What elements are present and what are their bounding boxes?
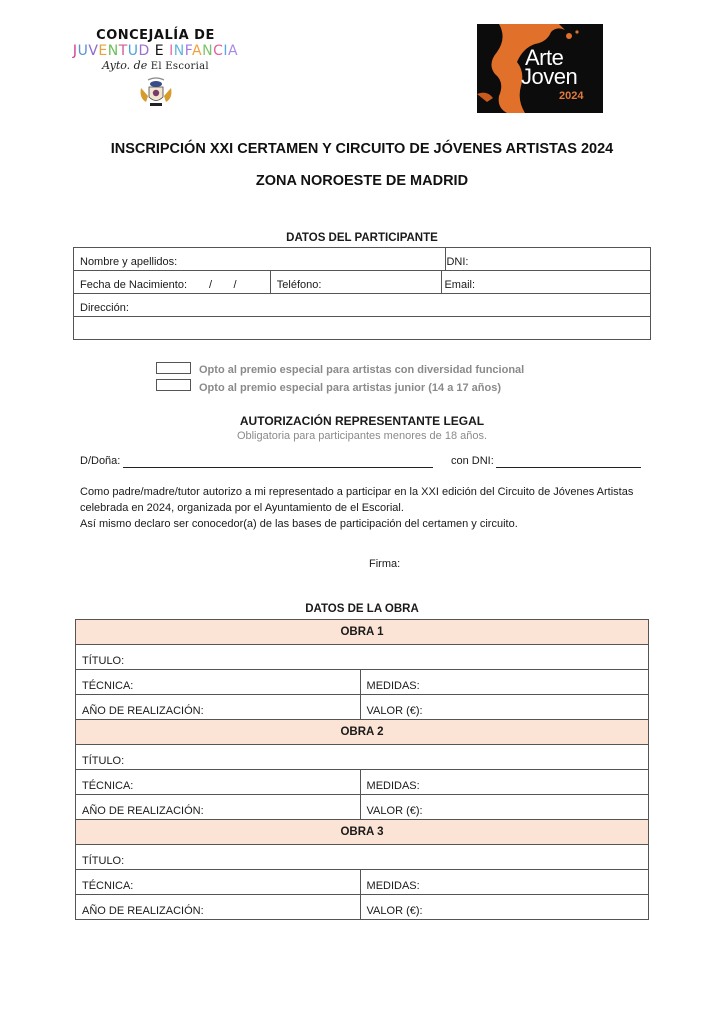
logo-line-juventud-infancia <box>68 43 243 59</box>
guardian-name-label: D/Doña: <box>80 455 121 467</box>
junior-prize-checkbox[interactable] <box>156 379 191 391</box>
work-2-title-label: TÍTULO: <box>82 755 125 767</box>
work-1-technique-field[interactable] <box>76 670 361 695</box>
work-2-value-label: VALOR (€): <box>366 805 423 817</box>
authorization-text-1: Como padre/madre/tutor autorizo a mi representado a participar en la XXI edición del Circuito de Jóvenes Artistas <box>80 486 634 498</box>
work-3-header: OBRA 3 <box>76 820 649 845</box>
birthdate-field[interactable] <box>74 271 271 294</box>
signature-label: Firma: <box>369 558 401 570</box>
work-1-size-label: MEDIDAS: <box>366 680 420 692</box>
name-label: Nombre y apellidos: <box>80 256 178 268</box>
phone-field[interactable] <box>270 271 442 294</box>
work-1-header: OBRA 1 <box>76 620 649 645</box>
logo-letter: N <box>173 43 185 59</box>
logo-letter: E <box>98 43 108 59</box>
work-3-size-field[interactable] <box>360 870 648 895</box>
work-2-year-label: AÑO DE REALIZACIÓN: <box>82 805 204 817</box>
page-subtitle: ZONA NOROESTE DE MADRID <box>255 173 469 189</box>
work-3-title-label: TÍTULO: <box>82 855 125 867</box>
work-2-year-field[interactable] <box>76 795 361 820</box>
work-3-title-field[interactable] <box>76 845 649 870</box>
logo-joven: Joven <box>521 64 578 89</box>
phone-label: Teléfono: <box>276 279 322 291</box>
address-label: Dirección: <box>80 302 129 314</box>
email-field[interactable] <box>442 271 651 294</box>
dni-field[interactable] <box>446 248 651 271</box>
logo-letter: F <box>184 43 192 59</box>
page-title: INSCRIPCIÓN XXI CERTAMEN Y CIRCUITO DE JÓVENES ARTISTAS 2024 <box>110 141 614 157</box>
concejalia-logo <box>68 28 243 114</box>
logo-letter: A <box>192 43 203 59</box>
work-3-technique-label: TÉCNICA: <box>82 880 134 892</box>
participant-heading: DATOS DEL PARTICIPANTE <box>286 232 438 244</box>
authorization-paragraph <box>80 484 660 532</box>
arte-joven-logo <box>477 24 603 113</box>
address-field[interactable] <box>74 294 651 317</box>
logo-el-escorial: El Escorial <box>150 61 209 72</box>
logo-year: 2024 <box>559 90 584 102</box>
work-3-technique-field[interactable] <box>76 870 361 895</box>
diversity-prize-checkbox[interactable] <box>156 362 191 374</box>
work-2-size-field[interactable] <box>360 770 648 795</box>
logo-letter: C <box>213 43 224 59</box>
logo-letter: T <box>118 43 128 59</box>
work-2-header: OBRA 2 <box>76 720 649 745</box>
work-2-title-field[interactable] <box>76 745 649 770</box>
junior-prize-label: Opto al premio especial para artistas junior (14 a 17 años) <box>199 382 501 394</box>
work-1-size-field[interactable] <box>360 670 648 695</box>
work-3-year-field[interactable] <box>76 895 361 920</box>
work-2-size-label: MEDIDAS: <box>366 780 420 792</box>
work-1-title-field[interactable] <box>76 645 649 670</box>
guardian-dni-line[interactable] <box>496 467 641 468</box>
guardian-dni-label: con DNI: <box>451 455 494 467</box>
work-1-value-field[interactable] <box>360 695 648 720</box>
work-1-technique-label: TÉCNICA: <box>82 680 134 692</box>
work-2-technique-field[interactable] <box>76 770 361 795</box>
logo-letter: V <box>88 43 99 59</box>
logo-letter: D <box>138 43 150 59</box>
logo-letter: I <box>169 43 174 59</box>
work-1-year-label: AÑO DE REALIZACIÓN: <box>82 705 204 717</box>
logo-letter: U <box>77 43 89 59</box>
logo-letter: U <box>127 43 139 59</box>
email-label: Email: <box>444 279 476 291</box>
logo-line-ayuntamiento <box>68 59 243 74</box>
logo-ayto-script: Ayto. de <box>102 59 148 72</box>
work-3-value-label: VALOR (€): <box>366 905 423 917</box>
works-table <box>75 619 649 920</box>
participant-table <box>73 247 651 340</box>
logo-letter: N <box>107 43 119 59</box>
work-1-year-field[interactable] <box>76 695 361 720</box>
logo-arte: Arte <box>525 45 564 70</box>
logo-letter: N <box>202 43 214 59</box>
logo-letter: A <box>227 43 239 59</box>
work-1-value-label: VALOR (€): <box>366 705 423 717</box>
work-3-size-label: MEDIDAS: <box>366 880 420 892</box>
logo-line-concejalia: CONCEJALÍA DE <box>96 28 215 43</box>
address-field-extra[interactable] <box>74 317 651 340</box>
dni-label: DNI: <box>446 256 469 268</box>
authorization-text-3: Así mismo declaro ser conocedor(a) de las bases de participación del certamen y circuito. <box>80 518 518 530</box>
logo-letter: I <box>223 43 228 59</box>
diversity-prize-label: Opto al premio especial para artistas con diversidad funcional <box>199 364 525 376</box>
work-1-title-label: TÍTULO: <box>82 655 125 667</box>
authorization-subtitle: Obligatoria para participantes menores de 18 años. <box>236 430 488 442</box>
work-3-value-field[interactable] <box>360 895 648 920</box>
birthdate-separators: / / <box>209 279 237 291</box>
logo-letter: J <box>72 43 78 59</box>
name-field[interactable] <box>74 248 446 271</box>
authorization-text-2: celebrada en 2024, organizada por el Ayuntamiento de el Escorial. <box>80 502 404 514</box>
coat-of-arms-icon <box>138 76 174 108</box>
birthdate-label: Fecha de Nacimiento: <box>80 279 187 291</box>
work-2-technique-label: TÉCNICA: <box>82 780 134 792</box>
work-3-year-label: AÑO DE REALIZACIÓN: <box>82 905 204 917</box>
work-2-value-field[interactable] <box>360 795 648 820</box>
guardian-name-line[interactable] <box>123 467 433 468</box>
authorization-title: AUTORIZACIÓN REPRESENTANTE LEGAL <box>239 414 485 428</box>
logo-letter: E <box>154 43 165 59</box>
works-heading: DATOS DE LA OBRA <box>305 603 419 615</box>
